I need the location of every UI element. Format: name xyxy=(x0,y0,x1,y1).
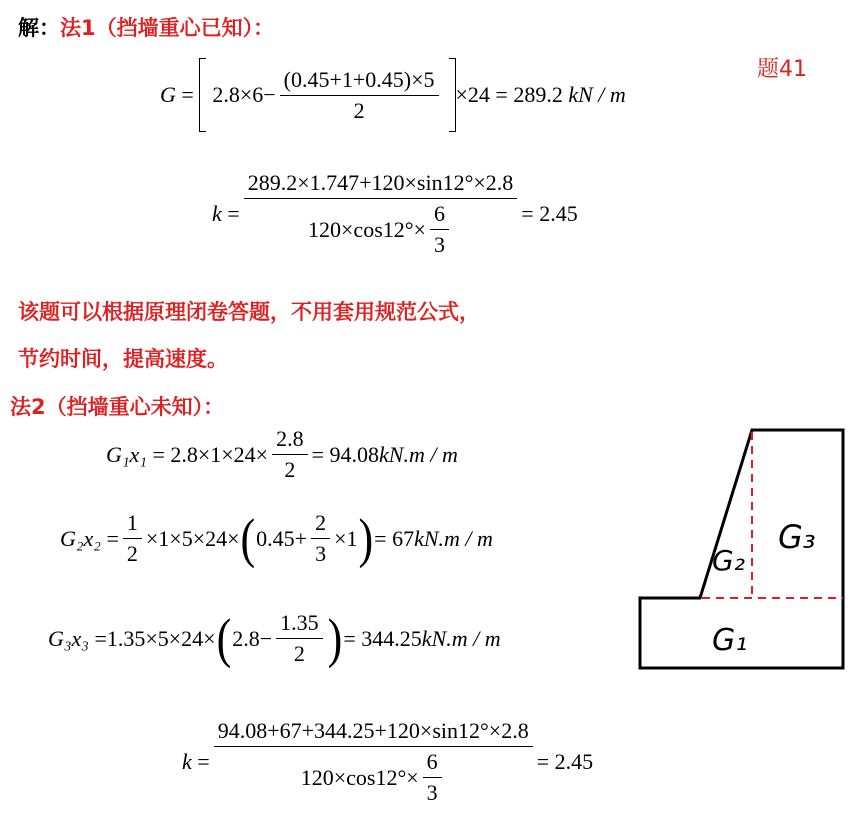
eq1-denominator: 2 xyxy=(353,97,365,123)
eq5-tail: = 344.25 xyxy=(343,625,422,651)
eq3-num: 2.8 xyxy=(272,426,308,455)
right-bracket xyxy=(449,58,456,132)
eq4-right-paren: ) xyxy=(358,507,374,569)
method1-title: 法1（挡墙重心已知）： xyxy=(60,16,275,40)
eq5-inner-den: 2 xyxy=(293,641,305,666)
eq1-fraction xyxy=(280,67,439,124)
eq6-denominator xyxy=(301,747,446,806)
eq2-den-fraction xyxy=(430,201,449,258)
eq4-tail: = 67 xyxy=(374,525,415,551)
eq2-numerator: 289.2×1.747+120×sin12°×2.8 xyxy=(244,170,518,199)
header-line xyxy=(18,12,274,42)
eq2-result: = 2.45 xyxy=(521,201,578,226)
equation-3 xyxy=(106,426,458,483)
eq6-lhs: k xyxy=(182,749,192,774)
eq5-lead: =1.35×5×24× xyxy=(94,625,216,651)
eq1-lead: 2.8×6− xyxy=(212,82,276,107)
eq6-result: = 2.45 xyxy=(536,749,594,774)
eq2-lhs: k xyxy=(212,201,222,226)
eq5-inner-lead: 2.8− xyxy=(232,625,273,651)
eq1-tail: ×24 = 289.2 xyxy=(455,82,563,107)
eq4-inner-fraction xyxy=(311,510,330,567)
equation-1: G = 2.8×6− $\frac{(0.45+1+0.45)\times 5}{2}$ ×24 = 289.2 kN / m xyxy=(160,58,626,132)
eq4-den: 2 xyxy=(126,541,138,566)
eq4-lead: = xyxy=(106,525,119,551)
eq5-inner-fraction xyxy=(276,610,323,667)
g1-label: G₁ xyxy=(712,623,748,658)
equation-4 xyxy=(60,507,493,569)
eq4-lhs: G₂x₂ xyxy=(60,525,101,551)
retaining-wall-diagram xyxy=(630,420,855,680)
eq1-numerator: (0.45+1+0.45)×5 xyxy=(280,67,439,96)
equation-2: k = 289.2×1.747+120×sin12°×2.8 120×cos12°× $\frac{6}{3}$ = 2.45 xyxy=(212,170,578,257)
eq3-lhs: G₁x₁ xyxy=(106,441,147,467)
eq6-den-num: 6 xyxy=(423,749,442,778)
eq4-unit: kN.m / m xyxy=(414,525,493,551)
eq2-den-den: 3 xyxy=(433,232,445,257)
eq4-inner-lead: 0.45+ xyxy=(256,525,308,551)
eq3-tail: = 94.08 xyxy=(311,441,380,467)
question-tag: 题41 xyxy=(757,57,807,82)
eq4-num: 1 xyxy=(123,510,142,539)
eq5-left-paren: ( xyxy=(216,607,232,669)
eq5-unit: kN.m / m xyxy=(421,625,501,651)
eq1-unit: kN / m xyxy=(568,82,626,107)
equation-6: k = 94.08+67+344.25+120×sin12°×2.8 120×cos12°× $\frac{6}{3}$ = 2.45 xyxy=(182,718,594,805)
eq4-mid: ×1×5×24× xyxy=(145,525,240,551)
eq4-inner-tail: ×1 xyxy=(334,525,358,551)
solution-label: 解： xyxy=(18,16,60,40)
eq2-fraction xyxy=(244,170,518,258)
eq4-inner-den: 3 xyxy=(315,541,327,566)
left-bracket xyxy=(199,58,206,132)
eq6-numerator: 94.08+67+344.25+120×sin12°×2.8 xyxy=(214,718,533,747)
eq6-fraction xyxy=(214,718,533,806)
eq2-den-lead: 120×cos12°× xyxy=(308,216,426,242)
eq4-left-paren: ( xyxy=(240,507,256,569)
g2-label: G₂ xyxy=(712,544,745,577)
eq1-lhs: G xyxy=(160,82,176,107)
eq6-den-den: 3 xyxy=(426,780,438,805)
eq5-right-paren: ) xyxy=(327,607,343,669)
eq6-den-lead: 120×cos12°× xyxy=(300,764,419,790)
note-line-2: 节约时间，提高速度。 xyxy=(18,347,228,371)
eq5-lhs: G₃x₃ xyxy=(48,625,89,651)
eq2-den-num: 6 xyxy=(430,201,449,230)
eq3-fraction xyxy=(272,426,308,483)
eq3-lead: = 2.8×1×24× xyxy=(152,441,269,467)
eq6-den-fraction xyxy=(423,749,442,806)
note-line-1: 该题可以根据原理闭卷答题，不用套用规范公式， xyxy=(18,300,480,324)
eq2-denominator xyxy=(308,199,453,258)
method2-title: 法2（挡墙重心未知）： xyxy=(10,395,225,419)
eq3-unit: kN.m / m xyxy=(379,441,458,467)
eq4-inner-num: 2 xyxy=(311,510,330,539)
eq4-fraction xyxy=(123,510,142,567)
eq5-inner-num: 1.35 xyxy=(276,610,323,639)
eq3-den: 2 xyxy=(284,457,296,482)
equation-5 xyxy=(48,607,501,669)
g3-label: G₃ xyxy=(778,518,816,556)
